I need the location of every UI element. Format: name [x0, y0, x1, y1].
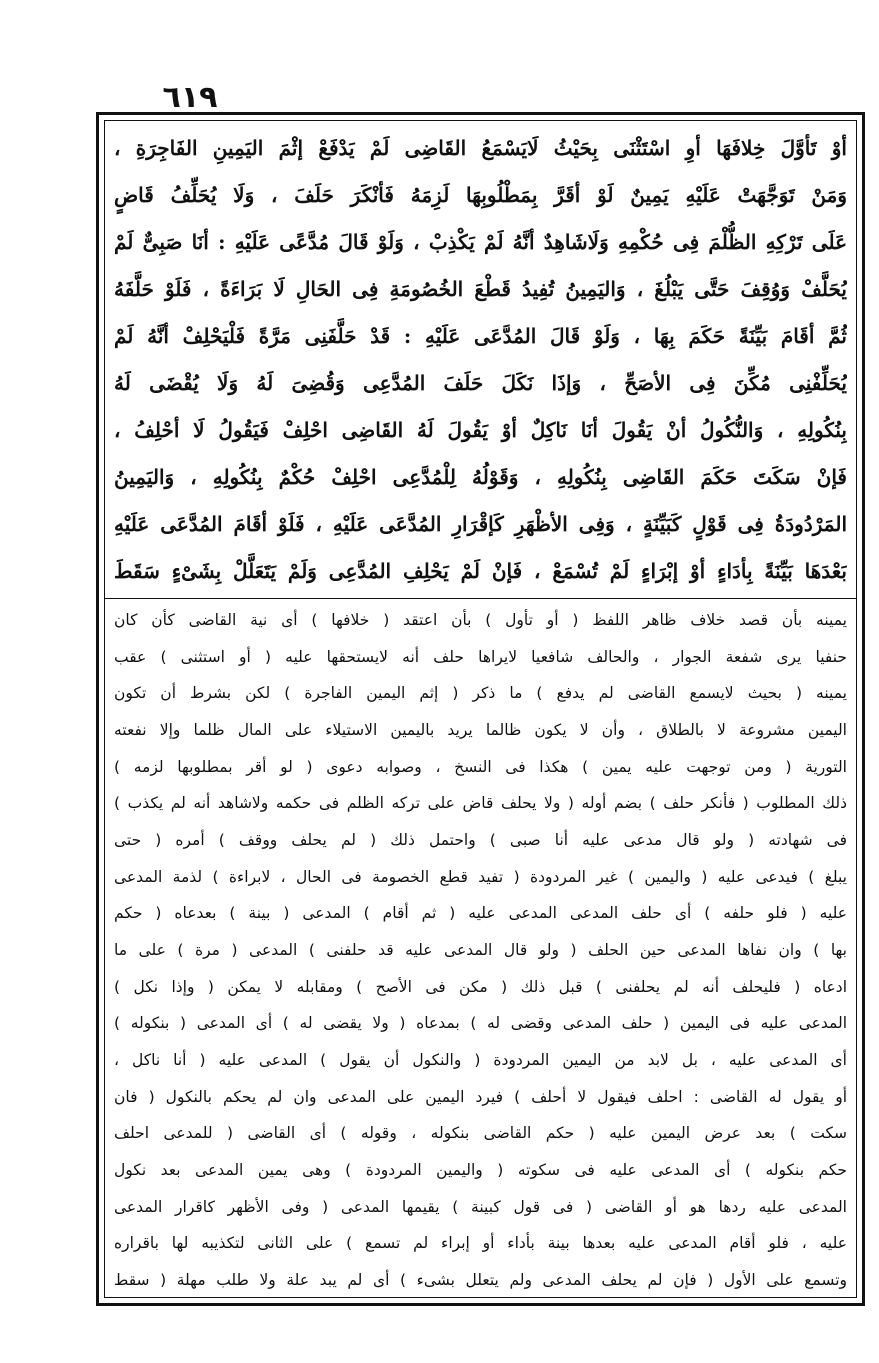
sharh-line: ادعاه ( فليحلف أنه لم يحلفنى ) قبل ذلك ( مكن فى الأصح ) ومقابله لا يمكن ( وإذا نكل )	[114, 977, 847, 996]
sharh-line: عليه ، فلو أقام المدعى عليه بعدها بينة بأداء أو إبراء لم تسمع ) على الثانى لتكذيبه لها باقراره	[114, 1234, 847, 1253]
sharh-line: يمينه بأن قصد خلاف ظاهر اللفظ ( أو تأول ) بأن اعتقد ( خلافها ) أى نية القاضى كأن كان	[114, 611, 847, 629]
sharh-line: ذلك المطلوب ( فأنكر حلف ) بضم أوله ( ولا يحلف قاض على تركه الظلم فى حكمه ولاشاهد أنه لم يكذب )	[114, 794, 847, 813]
matn-line: يُحَلِّفْنِى مُكِّنَ فِى الأصَحِّ ، وَإذَا نَكَلَ حَلَفَ المُدَّعِى وَقُضِىَ لَهُ وَلَا يُقْضَى لَهُ	[114, 371, 847, 395]
sharh-line: أو يقول له القاضى : احلف فيقول لا أحلف ) فيرد اليمين على المدعى وان لم يحكم بالنكول ( فان	[114, 1087, 847, 1106]
sharh-line: وتسمع على الأول ( فإن لم يحلف المدعى ولم يتعلل بشىء ) أى لم يبد علة ولا طلب مهلة ( سقط	[114, 1270, 847, 1289]
sharh-line: حنفيا يرى شفعة الجوار ، والحالف شافعيا لايراها حلف أنه لايستحقها عليه ( أو استثنى ) عقب	[114, 647, 847, 666]
matn-line: فَإنْ سَكَتَ حَكَمَ القَاضِى بِنُكُولِهِ ، وَقَوْلُهُ لِلْمُدَّعِى احْلِفْ حُكْمٌ بِنُكُولِهِ ، وَاليَمِينُ	[114, 465, 847, 489]
sharh-line: حكم بنكوله ) أى المدعى عليه فى سكوته ( واليمين المردودة ) وهى يمين المدعى بعد نكول	[114, 1160, 847, 1179]
matn-line: بِنُكُولِهِ ، وَالنُّكُولُ أنْ يَقُولَ أنَا نَاكِلٌ أوْ يَقُولَ لَهُ القَاضِى احْلِفْ فَيَقُولُ لَا أحْلِفُ ،	[114, 418, 847, 442]
sharh-line: أى المدعى عليه ، بل لابد من اليمين المردودة ( والنكول أن يقول ) المدعى عليه ( أنا ناكل ،	[114, 1050, 847, 1069]
matn-line: أوْ تَأوَّلَ خِلافَهَا أوِ اسْتَثْنَى بِحَيْثُ لَايَسْمَعُ القَاضِى لَمْ يَدْفَعْ إثْمَ اليَمِينِ الفَاجِرَةِ ،	[114, 136, 847, 160]
matn-line: بَعْدَهَا بَيِّنَةً بِأدَاءٍ أوْ إبْرَاءٍ لَمْ تُسْمَعْ ، فَإنْ لَمْ يَحْلِفِ المُدَّعِى وَلَمْ يَتَعَلَّلْ بِشَىْءٍ سَقَطَ	[114, 559, 847, 583]
sharh-line: عليه ( فلو حلفه ) أى حلف المدعى المدعى عليه ( ثم أقام ) المدعى ( بينة ) بعدعاه ( حكم	[114, 904, 847, 923]
sharh-line: فى شهادته ( ولو قال مدعى عليه أنا صبى ) واحتمل ذلك ( لم يحلف ووقف ) أمره ( حتى	[114, 830, 847, 849]
sharh-commentary-block	[114, 606, 847, 1294]
sharh-line: سكت ) بعد عرض اليمين عليه ( حكم القاضى بنكوله ، وقوله ) أى القاضى ( للمدعى احلف	[114, 1124, 847, 1143]
sharh-line: اليمين مشروعة لا بالطلاق ، وأن لا يكون ظالما يريد باليمين الاستيلاء على المال ظلما وإلا نفعته	[114, 720, 847, 739]
matn-line: وَمَنْ تَوَجَّهَتْ عَلَيْهِ يَمِينٌ لَوْ أقَرَّ بِمَطْلُوبِهَا لَزِمَهُ فَأنْكَرَ حَلَفَ ، وَلَا يُحَلِّفُ قَاضٍ	[114, 183, 847, 207]
page-number: ٦١٩	[162, 80, 218, 115]
matn-text-block	[114, 127, 847, 592]
matn-line: عَلَى تَرْكِهِ الظُّلْمَ فِى حُكْمِهِ وَلَاشَاهِدٌ أنَّهُ لَمْ يَكْذِبْ ، وَلَوْ قَالَ مُدَّعًى عَلَيْهِ : أنَا صَبِىٌّ لَمْ	[114, 230, 847, 254]
sharh-line: المدعى عليه فى اليمين ( حلف المدعى وقضى له ) بمدعاه ( ولا يقضى له ) أى المدعى ( بنكوله )	[114, 1014, 847, 1033]
matn-line: يُحَلَّفْ وَوُقِفَ حَتَّى يَبْلُغَ ، وَاليَمِينُ تُفِيدُ قَطْعَ الخُصُومَةِ فِى الحَالِ لَا بَرَاءَةً ، فَلَوْ حَلَّفَهُ	[114, 277, 847, 301]
sharh-line: المدعى عليه ردها هو أو القاضى ( فى قول كبينة ) يقيمها المدعى ( وفى الأظهر كاقرار المدعى	[114, 1197, 847, 1216]
sharh-line: التورية ( ومن توجهت عليه يمين ) هكذا فى النسخ ، وصوابه دعوى ( لو أقر بمطلوبها لزمه )	[114, 757, 847, 776]
sharh-line: يمينه ( بحيث لايسمع القاضى لم يدفع ) ما ذكر ( إثم اليمين الفاجرة ) لكن بشرط أن تكون	[114, 684, 847, 703]
sharh-line: بها ) وان نفاها المدعى حين الحلف ( ولو قال المدعى عليه قد حلفنى ) المدعى ( مرة ) على ما	[114, 940, 847, 959]
matn-line: المَرْدُودَةُ فِى قَوْلٍ كَبَيِّنَةٍ ، وَفِى الأظْهَرِ كَإقْرَارِ المُدَّعَى عَلَيْهِ ، فَلَوْ أقَامَ المُدَّعَى عَلَيْهِ	[114, 512, 847, 536]
matn-line: ثُمَّ أقَامَ بَيِّنَةً حَكَمَ بِهَا ، وَلَوْ قَالَ المُدَّعَى عَلَيْهِ : قَدْ حَلَّفَنِى مَرَّةً فَلْيَحْلِفْ أنَّهُ لَمْ	[114, 324, 847, 348]
section-divider	[104, 598, 857, 599]
sharh-line: يبلغ ) فيدعى عليه ( واليمين ) غير المردودة ( تفيد قطع الخصومة فى الحال ، لابراءة ) لذمة المدعى	[114, 867, 847, 886]
